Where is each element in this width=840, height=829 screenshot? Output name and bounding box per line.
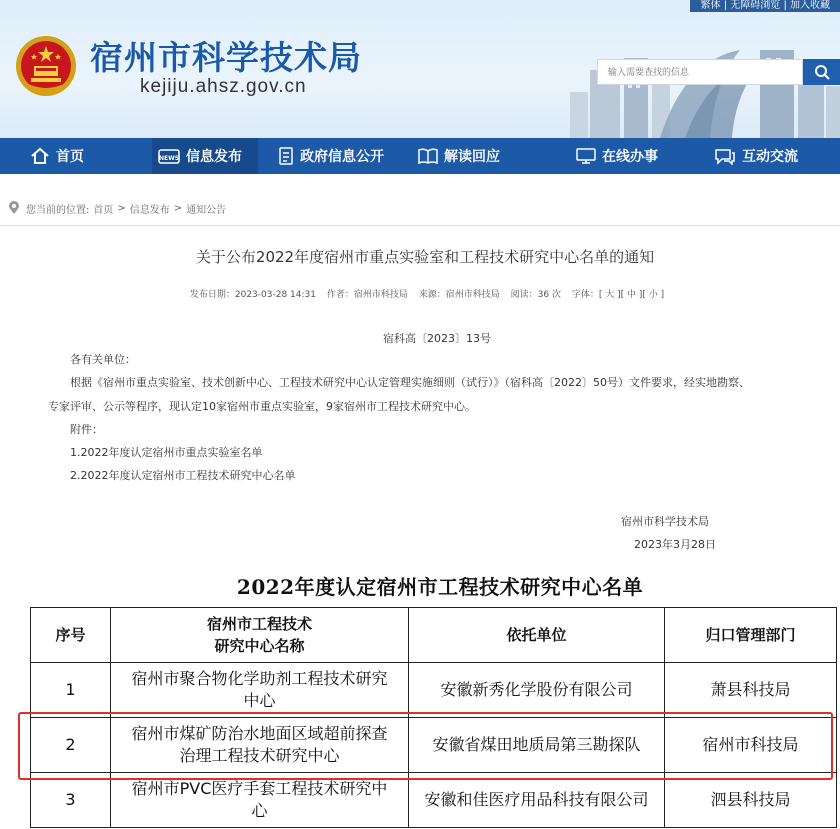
meta-date: 发布日期：2023-03-28 14:31 [189, 290, 316, 300]
nav-label: 首页 [56, 149, 84, 165]
row-name-line2: 治理工程技术研究中心 [179, 746, 340, 765]
chat-icon [714, 147, 736, 165]
nav-label: 互动交流 [742, 149, 798, 165]
nav-label: 解读回应 [444, 149, 500, 165]
row-dept: 泗县科技局 [665, 773, 837, 828]
row-highlight-box [18, 712, 833, 780]
row-name [111, 663, 409, 718]
body-line-1: 根据《宿州市重点实验室、技术创新中心、工程技术研究中心认定管理实施细则（试行）》（宿科高〔2022〕50号）文件要求，经实地勘察、 [70, 376, 750, 389]
site-header [0, 0, 840, 138]
row-index: 1 [31, 663, 111, 718]
row-name-line2: 中心 [243, 691, 276, 710]
salutation: 各有关单位： [70, 353, 136, 366]
sign-date: 2023年3月28日 [634, 538, 716, 551]
search-input[interactable] [598, 61, 802, 85]
search-button[interactable] [803, 59, 840, 85]
row-index: 2 [31, 718, 111, 773]
nav-item-gov-info[interactable] [258, 138, 408, 174]
national-emblem-icon [14, 34, 78, 98]
row-index: 3 [31, 773, 111, 828]
document-number: 宿科高〔2023〕13号 [383, 332, 491, 345]
table-row [31, 663, 837, 718]
site-domain: kejiju.ahsz.gov.cn [140, 76, 307, 97]
row-dept: 宿州市科技局 [665, 718, 837, 773]
signature: 宿州市科学技术局 [621, 515, 709, 528]
document-icon [278, 147, 294, 165]
city-skyline-banner [510, 40, 840, 138]
nav-item-interpret[interactable] [408, 138, 546, 174]
nav-item-online-service[interactable] [546, 138, 684, 174]
row-name-line2: 心 [251, 801, 268, 820]
breadcrumb-news[interactable]: 信息发布 [129, 204, 170, 216]
header-org: 依托单位 [409, 608, 665, 663]
breadcrumb-notice[interactable]: 通知公告 [186, 204, 227, 216]
meta-font-label: 字体： [571, 290, 599, 300]
row-org: 安徽和佳医疗用品科技有限公司 [409, 773, 665, 828]
nav-item-news[interactable] [152, 138, 258, 174]
row-name-line1: 宿州市PVC医疗手套工程技术研究中 [131, 779, 388, 798]
meta-views: 阅读：36 次 [510, 290, 561, 300]
row-name-line1: 宿州市煤矿防治水地面区域超前探查 [131, 724, 388, 743]
row-dept: 萧县科技局 [665, 663, 837, 718]
search-box[interactable] [597, 59, 803, 85]
row-name-line1: 宿州市聚合物化学助剂工程技术研究 [131, 669, 388, 688]
table-header-row [31, 608, 837, 663]
attachment-2[interactable]: 2.2022年度认定宿州市工程技术研究中心名单 [70, 469, 296, 482]
divider [0, 225, 840, 226]
header-name-line2: 研究中心名称 [214, 637, 305, 655]
site-title[interactable]: 宿州市科学技术局 [90, 38, 362, 77]
nav-label: 在线办事 [602, 149, 658, 165]
news-icon [158, 147, 180, 165]
breadcrumb [0, 196, 840, 220]
breadcrumb-separator: > [173, 202, 183, 214]
breadcrumb-home[interactable]: 首页 [93, 204, 114, 216]
body-line-2: 专家评审、公示等程序，现认定10家宿州市重点实验室，9家宿州市工程技术研究中心。 [48, 400, 476, 413]
main-nav [0, 138, 840, 174]
row-name [111, 773, 409, 828]
toplinks[interactable]: 繁体 | 无障碍浏览 | 加入收藏 [700, 0, 830, 11]
header-name-line1: 宿州市工程技术 [206, 615, 312, 633]
font-large-link[interactable]: [ 大 ] [598, 290, 621, 300]
nav-label: 政府信息公开 [300, 149, 384, 165]
nav-item-interaction[interactable] [684, 138, 840, 174]
breadcrumb-separator: > [117, 202, 126, 214]
header-name [111, 608, 409, 663]
table-row [31, 773, 837, 828]
breadcrumb-prefix: 您当前的位置: [26, 204, 90, 216]
attachment-label: 附件： [70, 423, 103, 436]
meta-source: 来源：宿州市科技局 [418, 290, 500, 300]
font-medium-link[interactable]: [ 中 ] [620, 290, 643, 300]
header-index: 序号 [31, 608, 111, 663]
attachment-1[interactable]: 1.2022年度认定宿州市重点实验室名单 [70, 446, 263, 459]
location-pin-icon [8, 201, 20, 215]
article-title: 关于公布2022年度宿州市重点实验室和工程技术研究中心名单的通知 [195, 248, 655, 266]
table-title: 2022年度认定宿州市工程技术研究中心名单 [236, 575, 644, 599]
home-icon [30, 147, 50, 165]
row-org: 安徽新秀化学股份有限公司 [409, 663, 665, 718]
font-small-link[interactable]: [ 小 ] [642, 290, 665, 300]
nav-item-home[interactable] [0, 138, 152, 174]
article-meta [0, 287, 840, 300]
header-dept: 归口管理部门 [665, 608, 837, 663]
book-icon [418, 147, 438, 165]
monitor-icon [576, 147, 596, 165]
row-org: 安徽省煤田地质局第三勘探队 [409, 718, 665, 773]
meta-author: 作者：宿州市科技局 [326, 290, 408, 300]
svg-text:NEWS: NEWS [158, 155, 180, 162]
search-icon [814, 64, 830, 80]
nav-label: 信息发布 [186, 149, 242, 165]
